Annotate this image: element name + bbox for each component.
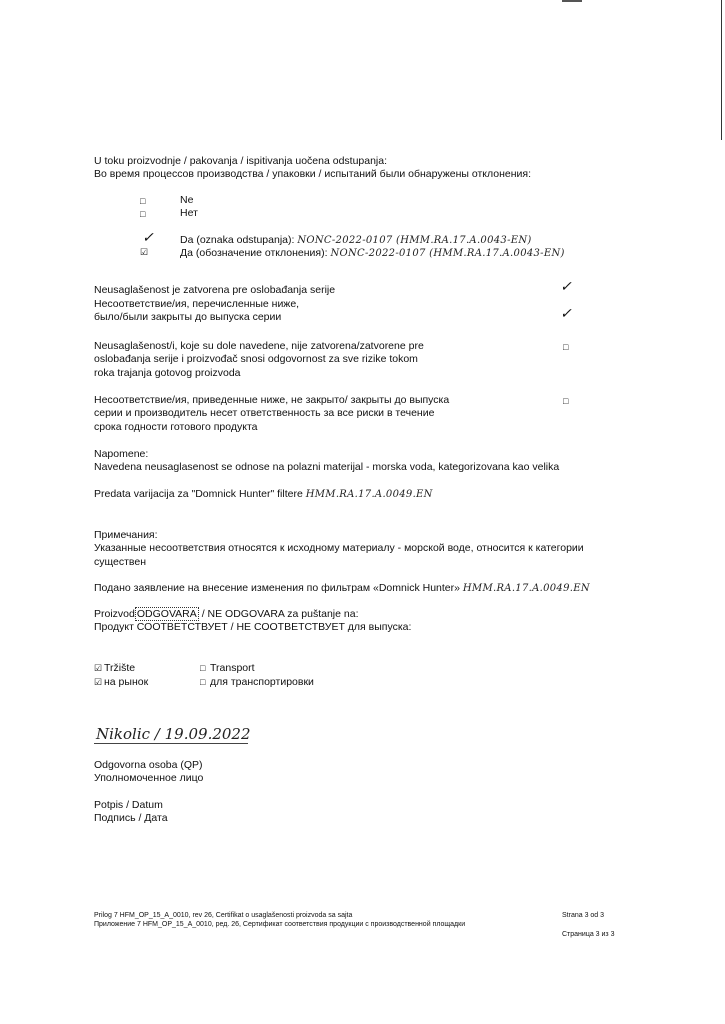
qp-role-sr: Odgovorna osoba (QP) [94, 759, 203, 771]
option-da-sr [180, 234, 532, 247]
intro-sr: U toku proizvodnje / pakovanja / ispitivanja uočena odstupanja: [94, 155, 388, 167]
closed-ru-line1: Несоответствие/ия, перечисленные ниже, [94, 298, 300, 310]
notes-sr-line2-text: Predata varijacija za "Domnick Hunter" filtere [94, 488, 303, 500]
footer-page-ru: Страница 3 из 3 [562, 931, 615, 938]
closed-ru-check-icon[interactable]: ✓ [560, 305, 572, 321]
option-da-ru-check-icon[interactable]: ☑ [140, 247, 149, 257]
market-check-icon[interactable]: ☑ [94, 663, 103, 673]
closed-sr: Neusaglašenost je zatvorena pre oslobađanja serije [94, 284, 336, 296]
scan-mark [562, 0, 582, 2]
open-ru-line2: серии и производитель несет ответственность за все риски в течение [94, 407, 435, 419]
footer-page-sr: Strana 3 od 3 [562, 912, 605, 919]
footer-sr: Prilog 7 HFM_OP_15_A_0010, rev 26, Certifikat o usaglašenosti proizvoda sa sajta [94, 912, 353, 919]
open-ru-checkbox[interactable]: □ [563, 396, 569, 406]
transport-sr-label: Transport [210, 662, 255, 674]
option-da-check-icon[interactable]: ✓ [142, 229, 154, 245]
compliance-sr-rest: / NE ODGOVARA za puštanje na: [201, 608, 359, 620]
sign-date-sr: Potpis / Datum [94, 799, 163, 811]
notes-sr-line1: Navedena neusaglasenost se odnose na polazni materijal - morska voda, kategorizovana kao velika [94, 461, 560, 473]
option-da-ru [180, 247, 565, 260]
footer-ru: Приложение 7 HFM_OP_15_A_0010, ред. 26, Сертификат соответствия продукции с производственной площадки [94, 921, 466, 928]
sign-date-ru: Подпись / Дата [94, 812, 168, 824]
closed-sr-check-icon[interactable]: ✓ [560, 278, 572, 294]
scan-edge-line [721, 0, 722, 140]
option-ne-checkbox[interactable]: □ [140, 196, 146, 206]
open-sr-line1: Neusaglašenost/i, koje su dole navedene, nije zatvorena/zatvorene pre [94, 340, 424, 352]
notes-ru-line1: Указанные несоответствия относятся к исходному материалу - морской воде, относится к категории [94, 542, 584, 554]
notes-sr-variation-code: HMM.RA.17.A.0049.EN [305, 489, 433, 500]
qp-role-ru: Уполномоченное лицо [94, 772, 204, 784]
open-sr-line2: oslobađanja serije i proizvođač snosi odgovornost za sve rizike tokom [94, 353, 418, 365]
notes-ru-variation-code: HMM.RA.17.A.0049.EN [462, 583, 590, 594]
open-sr-line3: roka trajanja gotovog proizvoda [94, 367, 241, 379]
closed-ru-line2: было/были закрыты до выпуска серии [94, 311, 282, 323]
notes-sr-line2 [94, 488, 433, 501]
deviation-code-sr: NONC-2022-0107 (HMM.RA.17.A.0043-EN) [297, 235, 532, 246]
open-ru-line1: Несоответствие/ия, приведенные ниже, не закрыто/ закрыты до выпуска [94, 394, 450, 406]
open-sr-checkbox[interactable]: □ [563, 342, 569, 352]
intro-ru: Во время процессов производства / упаковки / испытаний были обнаружены отклонения: [94, 168, 531, 180]
transport-checkbox[interactable]: □ [200, 663, 206, 673]
transport-ru-checkbox[interactable]: □ [200, 677, 206, 687]
option-net-label: Нет [180, 207, 198, 219]
handwritten-signature-date: Nikolic / 19.09.2022 [96, 725, 251, 743]
option-net-checkbox[interactable]: □ [140, 209, 146, 219]
option-da-sr-label: Da (oznaka odstupanja): [180, 234, 295, 246]
deviation-code-ru: NONC-2022-0107 (HMM.RA.17.A.0043-EN) [330, 248, 565, 259]
market-ru-check-icon[interactable]: ☑ [94, 677, 103, 687]
notes-ru-line3 [94, 582, 590, 595]
compliance-sr [94, 608, 358, 621]
option-da-ru-label: Да (обозначение отклонения): [180, 247, 328, 259]
compliance-sr-prefix: Proizvod [94, 608, 135, 620]
notes-ru-line3-text: Подано заявление на внесение изменения по фильтрам «Domnick Hunter» [94, 582, 460, 594]
open-ru-line3: срока годности готового продукта [94, 421, 258, 433]
option-ne-label: Ne [180, 194, 194, 206]
compliance-ru: Продукт СООТВЕТСТВУЕТ / НЕ СООТВЕТСТВУЕТ для выпуска: [94, 621, 412, 633]
transport-ru-label: для транспортировки [210, 676, 314, 688]
market-sr-label: Tržište [104, 662, 136, 674]
notes-sr-heading: Napomene: [94, 448, 149, 460]
notes-ru-heading: Примечания: [94, 529, 158, 541]
compliance-sr-selected[interactable]: ODGOVARA [136, 608, 197, 620]
market-ru-label: на рынок [104, 676, 149, 688]
signature-line [94, 743, 248, 744]
notes-ru-line2: существен [94, 556, 147, 568]
